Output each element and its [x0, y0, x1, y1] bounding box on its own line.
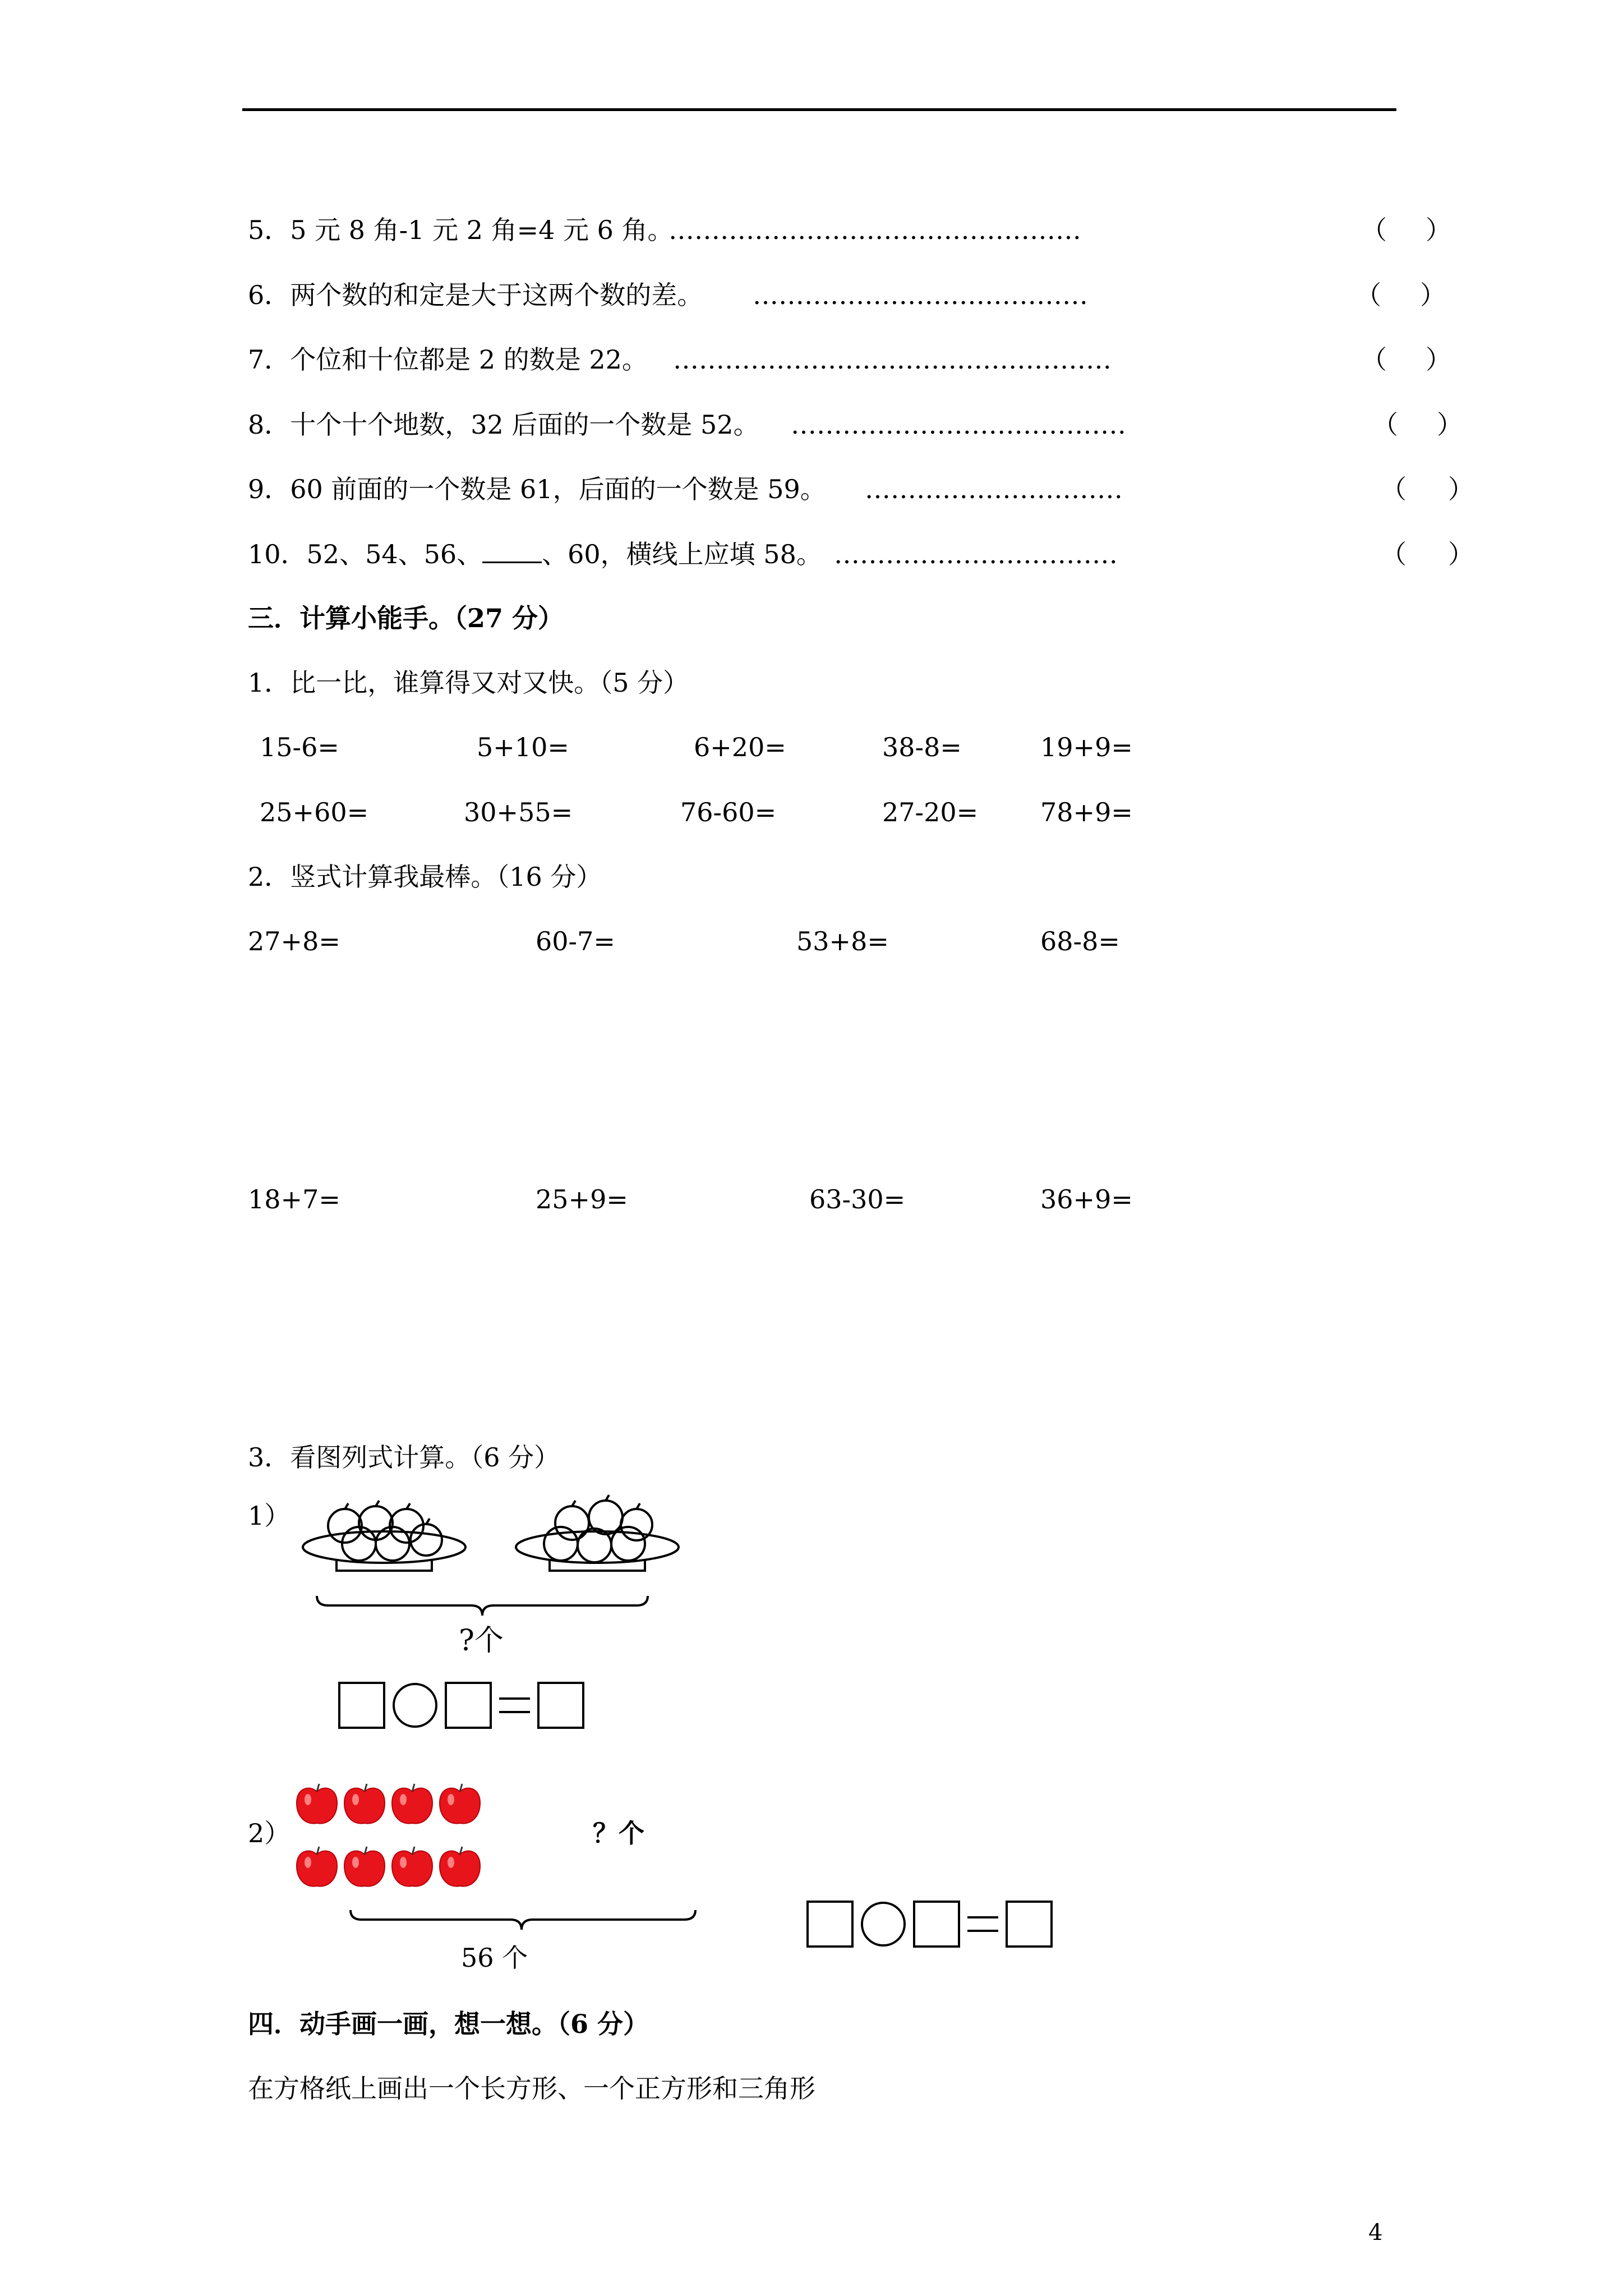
tf-paren-open: （ [1361, 215, 1387, 245]
fig2-red-apples [294, 1778, 502, 1907]
tf-item-text: 8．十个十个地数，32 后面的一个数是 52。 [248, 409, 759, 440]
fill-blank-line [482, 538, 542, 563]
q2-expr: 36+9= [1040, 1184, 1133, 1214]
tf-paren-open: （ [1355, 280, 1381, 310]
tf-paren-open: （ [1361, 344, 1387, 375]
tf-item-text: 5．5 元 8 角-1 元 2 角=4 元 6 角。 [248, 215, 674, 245]
tf-item-8 [248, 408, 1463, 441]
tf-dots: ………………………………… [791, 409, 1126, 440]
tf-item-text: 7．个位和十位都是 2 的数是 22。 [248, 344, 648, 375]
tf-dots: ………………………………………… [668, 215, 1081, 245]
fig1-label: 1） [248, 1501, 291, 1531]
tf-item-5 [248, 213, 1451, 247]
q1-expr: 5+10= [477, 732, 569, 762]
q2-expr: 60-7= [536, 926, 615, 956]
fig2-total: 56 个 [461, 1943, 528, 1973]
fig1-apple-plates [292, 1481, 695, 1582]
tf-text-after: 、60，横线上应填 58。 [542, 539, 822, 569]
tf-paren-open: （ [1372, 409, 1398, 440]
tf-item-6 [248, 278, 1446, 312]
tf-item-9 [248, 472, 1474, 506]
q1-expr: 25+60= [260, 797, 369, 827]
tf-item-text [248, 537, 822, 571]
q2-expr: 63-30= [809, 1184, 906, 1214]
fig2-equation-boxes [805, 1896, 1063, 1952]
q2-expr: 68-8= [1040, 926, 1120, 956]
tf-dots: ………………………………… [753, 280, 1088, 310]
q2-expr: 27+8= [248, 926, 340, 956]
q3-title: 3．看图列式计算。（6 分） [248, 1442, 560, 1473]
tf-paren-close: ） [1420, 280, 1446, 310]
tf-paren-close: ） [1448, 474, 1474, 504]
tf-item-7 [248, 343, 1451, 376]
fig1-brace [314, 1593, 651, 1621]
tf-dots: …………………………… [834, 539, 1118, 569]
page-number: 4 [1368, 2220, 1383, 2246]
tf-text-before: 10．52、54、56、 [248, 539, 483, 569]
section-4-heading: 四．动手画一画，想一想。（6 分） [248, 2009, 649, 2039]
fig1-question: ?个 [459, 1624, 504, 1658]
section-4-instruction: 在方格纸上画出一个长方形、一个正方形和三角形 [248, 2073, 815, 2104]
q2-expr: 53+8= [796, 926, 889, 956]
q2-expr: 18+7= [248, 1184, 340, 1214]
q2-expr: 25+9= [536, 1184, 628, 1214]
q1-expr: 6+20= [694, 732, 786, 762]
q1-expr: 38-8= [882, 732, 962, 762]
tf-item-10 [248, 537, 1474, 571]
section-3-heading: 三．计算小能手。（27 分） [248, 603, 564, 633]
tf-paren-open: （ [1381, 539, 1407, 569]
tf-dots: ………………………… [865, 474, 1123, 504]
tf-paren-close: ） [1448, 539, 1474, 569]
q1-expr: 27-20= [882, 797, 979, 827]
fig2-label: 2） [248, 1818, 291, 1848]
tf-paren-open: （ [1381, 474, 1407, 504]
q2-title: 2．竖式计算我最棒。（16 分） [248, 862, 602, 892]
tf-paren-close: ） [1426, 344, 1451, 375]
tf-paren-close: ） [1437, 409, 1463, 440]
q1-expr: 15-6= [260, 732, 339, 762]
q1-title: 1．比一比，谁算得又对又快。（5 分） [248, 668, 689, 698]
q1-expr: 30+55= [464, 797, 573, 827]
tf-item-text: 6．两个数的和定是大于这两个数的差。 [248, 280, 703, 310]
q1-expr: 19+9= [1040, 732, 1133, 762]
fig2-brace [348, 1907, 701, 1935]
q1-expr: 78+9= [1040, 797, 1133, 827]
q1-expr: 76-60= [680, 797, 777, 827]
fig1-equation-boxes [336, 1677, 594, 1733]
tf-item-text: 9．60 前面的一个数是 61，后面的一个数是 59。 [248, 474, 826, 504]
header-rule [242, 108, 1396, 111]
tf-paren-close: ） [1426, 215, 1451, 245]
fig2-question: ？个 [593, 1818, 644, 1848]
tf-dots: …………………………………………… [673, 344, 1112, 375]
